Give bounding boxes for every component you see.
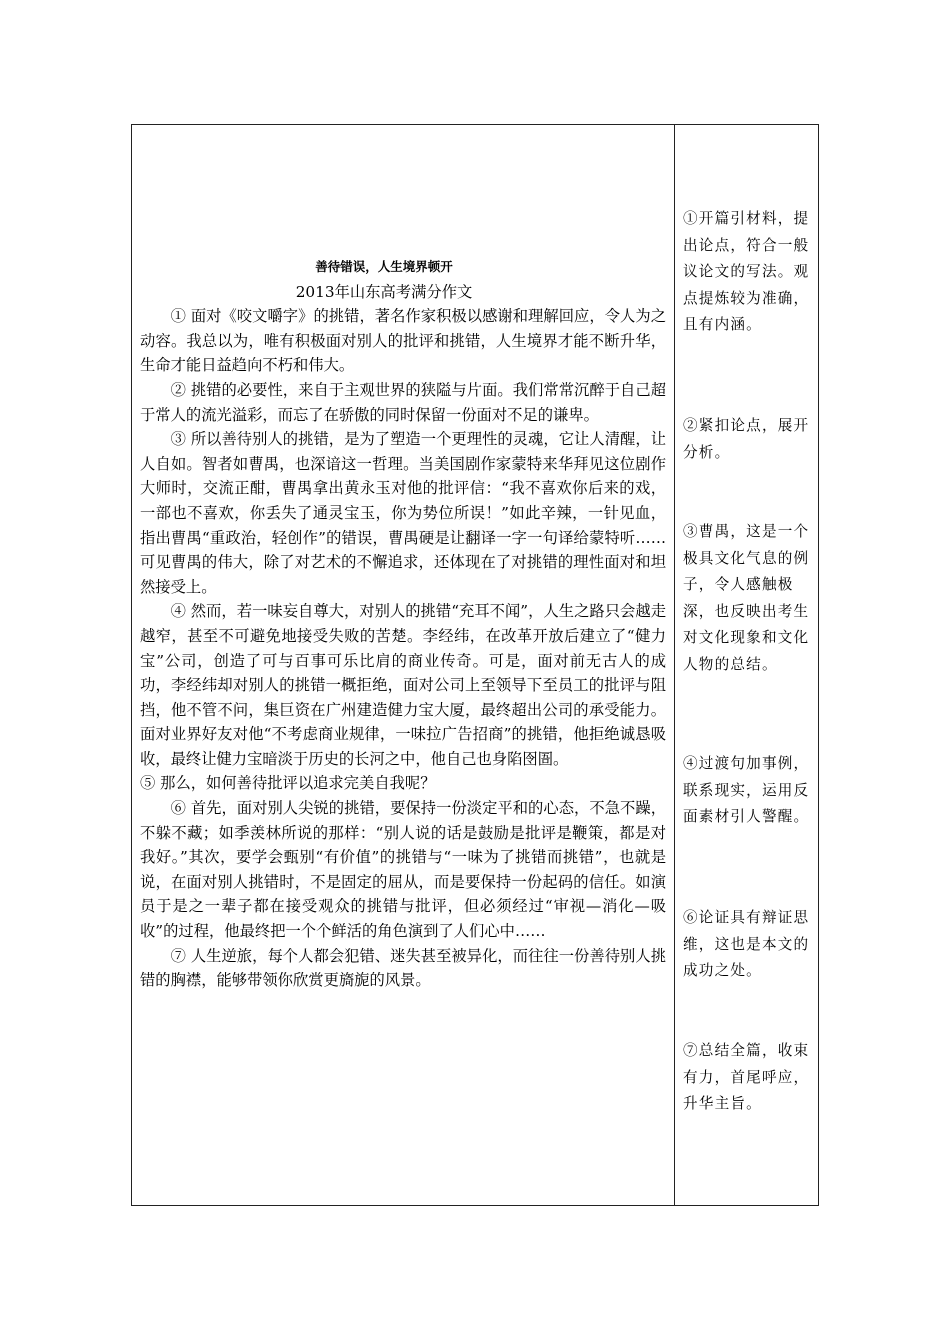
annotation-note-6: ⑦总结全篇，收束有力，首尾呼应，升华主旨。 — [683, 1042, 810, 1113]
essay-column — [132, 125, 675, 1205]
essay-title: 善待错误，人生境界顿开 — [315, 259, 453, 274]
essay — [140, 255, 666, 993]
annotation-note-3: ③曹禺，这是一个极具文化气息的例子，令人感触极深，也反映出考生对文化现象和文化人物的总结。 — [683, 523, 810, 673]
essay-paragraph-1: ① 面对《咬文嚼字》的挑错，著名作家积极以感谢和理解回应，令人为之动容。我总以为，唯有积极面对别人的批评和挑错，人生境界才能不断升华，生命才能日益趋向不朽和伟大。 — [140, 307, 666, 375]
document-table — [131, 124, 819, 1206]
annotation-note-5: ⑥论证具有辩证思维，这也是本文的成功之处。 — [683, 909, 810, 980]
essay-subtitle: 2013年山东高考满分作文 — [295, 282, 473, 301]
essay-paragraph-3: ③ 所以善待别人的挑错，是为了塑造一个更理性的灵魂，它让人清醒，让人自如。智者如曹禺，也深谙这一哲理。当美国剧作家蒙特来华拜见这位剧作大师时，交流正酣，曹禺拿出黄永玉对他的批评信：“我不喜欢你后来的戏，一部也不喜欢，你丢失了通灵宝玉，你为势位所误！”如此辛辣，一针见血，指出曹禺“重政治，轻创作”的错误，曹禺硬是让翻译一字一句译给蒙特听……可见曹禺的伟大，除了对艺术的不懈追求，还体现在了对挑错的理性面对和坦然接受上。 — [140, 430, 666, 596]
essay-paragraph-4: ④ 然而，若一味妄自尊大，对别人的挑错“充耳不闻”，人生之路只会越走越窄，甚至不可避免地接受失败的苦楚。李经纬，在改革开放后建立了“健力宝”公司，创造了可与百事可乐比肩的商业传奇。可是，面对前无古人的成功，李经纬却对别人的挑错一概拒绝，面对公司上至领导下至员工的批评与阻挡，他不管不问，集巨资在广州建造健力宝大厦，最终超出公司的承受能力。面对业界好友对他“不考虑商业规律，一味拉广告招商”的挑错，他拒绝诚恳吸收，最终让健力宝暗淡于历史的长河之中，他自己也身陷囹圄。 — [140, 602, 666, 768]
annotation-column — [675, 125, 818, 1205]
essay-paragraph-5: ⑤ 那么，如何善待批评以追求完美自我呢？ — [140, 774, 436, 793]
essay-paragraph-7: ⑦ 人生逆旅，每个人都会犯错、迷失甚至被异化，而往往一份善待别人挑错的胸襟，能够带领你欣赏更旖旎的风景。 — [140, 946, 666, 990]
annotation-note-1: ①开篇引材料，提出论点，符合一般议论文的写法。观点提炼较为准确，且有内涵。 — [683, 210, 810, 334]
essay-paragraph-6: ⑥ 首先，面对别人尖锐的挑错，要保持一份淡定平和的心态，不急不躁，不躲不藏；如季羡林所说的那样：“别人说的话是鼓励是批评是鞭策，都是对我好。”其次，要学会甄别“有价值”的挑错与“一味为了挑错而挑错”，也就是说，在面对别人挑错时，不是固定的屈从，而是要保持一份起码的信任。如演员于是之一辈子都在接受观众的挑错与批评，但必须经过“审视—消化—吸收”的过程，他最终把一个个鲜活的角色演到了人们心中…… — [140, 799, 666, 941]
annotation-note-2: ②紧扣论点，展开分析。 — [683, 417, 810, 461]
essay-paragraph-2: ② 挑错的必要性，来自于主观世界的狭隘与片面。我们常常沉醉于自己超于常人的流光溢彩，而忘了在骄傲的同时保留一份面对不足的谦卑。 — [140, 380, 666, 424]
annotation-note-4: ④过渡句加事例，联系现实，运用反面素材引人警醒。 — [683, 755, 810, 826]
